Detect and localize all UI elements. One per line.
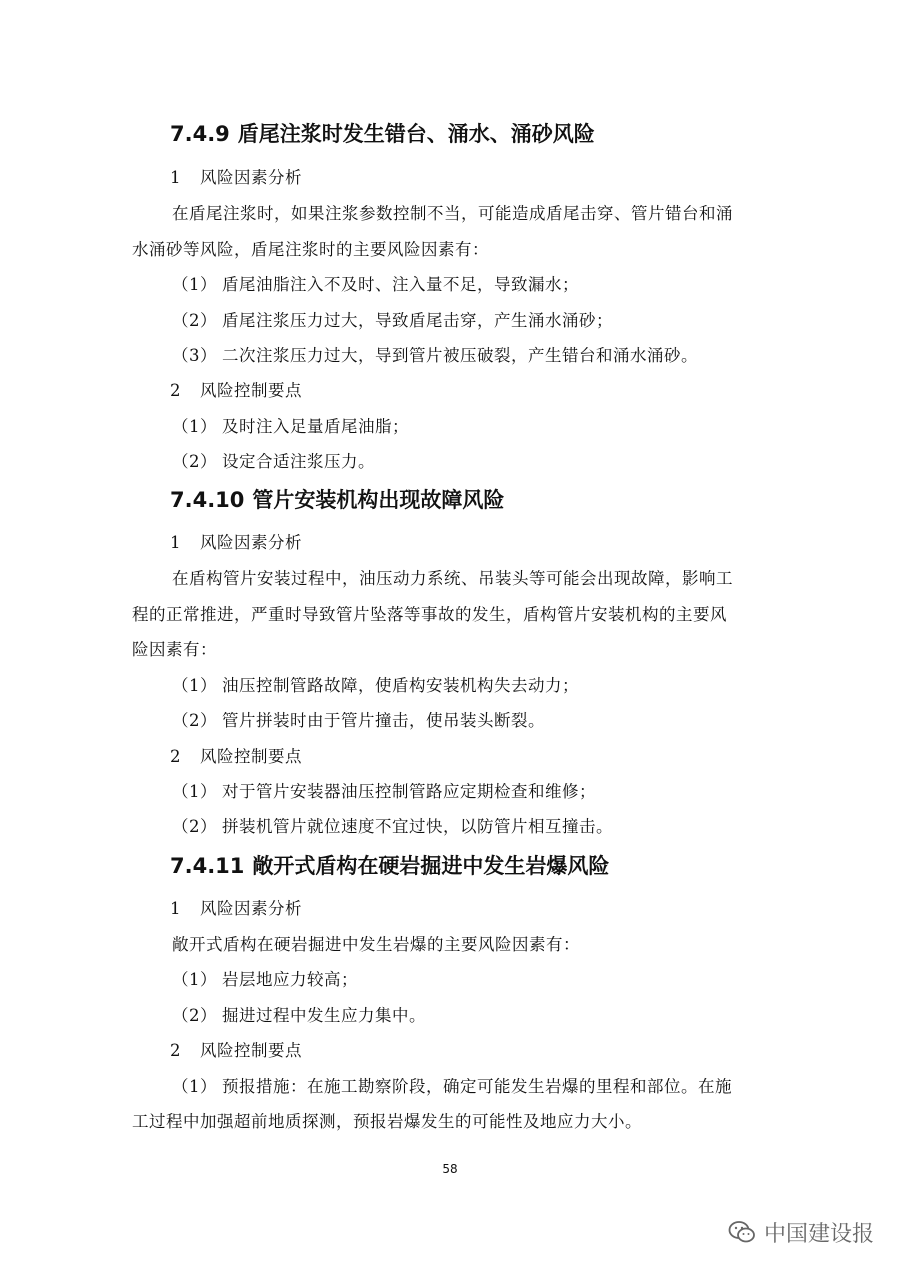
section-heading-7-4-10 [170, 484, 504, 514]
list-item: （1） 岩层地应力较高； [172, 970, 358, 989]
list-item: （2） 设定合适注浆压力。 [172, 452, 375, 471]
subsection-control-points: 2 风险控制要点 [170, 381, 302, 400]
section-number: 7.4.9 [170, 122, 230, 146]
section-heading-7-4-9 [170, 118, 595, 148]
list-item: （3） 二次注浆压力过大，导到管片被压破裂，产生错台和涌水涌砂。 [172, 346, 698, 365]
paragraph-line: 险因素有： [132, 640, 217, 659]
watermark [728, 1215, 874, 1249]
section-title: 管片安装机构出现故障风险 [252, 488, 505, 512]
section-heading-7-4-11 [170, 850, 609, 880]
list-item: （1） 及时注入足量盾尾油脂； [172, 417, 409, 436]
paragraph-line: 在盾构管片安装过程中，油压动力系统、吊装头等可能会出现故障，影响工 [172, 569, 733, 588]
paragraph-line: 在盾尾注浆时，如果注浆参数控制不当，可能造成盾尾击穿、管片错台和涌 [172, 204, 733, 223]
paragraph-line: 敞开式盾构在硬岩掘进中发生岩爆的主要风险因素有： [172, 935, 580, 954]
list-item: （2） 掘进过程中发生应力集中。 [172, 1006, 426, 1025]
paragraph-line: 水涌砂等风险，盾尾注浆时的主要风险因素有： [132, 240, 489, 259]
subsection-risk-factors: 1 风险因素分析 [170, 533, 302, 552]
list-item: （1） 预报措施：在施工勘察阶段，确定可能发生岩爆的里程和部位。在施 [172, 1077, 732, 1096]
subsection-risk-factors: 1 风险因素分析 [170, 899, 302, 918]
list-item: （2） 拼装机管片就位速度不宜过快，以防管片相互撞击。 [172, 817, 613, 836]
list-item: （2） 盾尾注浆压力过大，导致盾尾击穿，产生涌水涌砂； [172, 311, 613, 330]
list-item: （1） 盾尾油脂注入不及时、注入量不足，导致漏水； [172, 275, 579, 294]
wechat-icon [728, 1220, 756, 1244]
list-item: （1） 油压控制管路故障，使盾构安装机构失去动力； [172, 676, 579, 695]
page-number: 58 [442, 1162, 458, 1176]
paragraph-line: 程的正常推进，严重时导致管片坠落等事故的发生，盾构管片安装机构的主要风 [132, 605, 727, 624]
section-number: 7.4.11 [170, 854, 245, 878]
subsection-control-points: 2 风险控制要点 [170, 747, 302, 766]
list-item: （1） 对于管片安装器油压控制管路应定期检查和维修； [172, 782, 596, 801]
paragraph-line: 工过程中加强超前地质探测，预报岩爆发生的可能性及地应力大小。 [132, 1112, 642, 1131]
section-title: 敞开式盾构在硬岩掘进中发生岩爆风险 [252, 854, 610, 878]
subsection-control-points: 2 风险控制要点 [170, 1041, 302, 1060]
section-title: 盾尾注浆时发生错台、涌水、涌砂风险 [237, 122, 595, 146]
section-number: 7.4.10 [170, 488, 245, 512]
list-item: （2） 管片拼装时由于管片撞击，使吊装头断裂。 [172, 711, 545, 730]
subsection-risk-factors: 1 风险因素分析 [170, 168, 302, 187]
watermark-text: 中国建设报 [764, 1221, 875, 1247]
